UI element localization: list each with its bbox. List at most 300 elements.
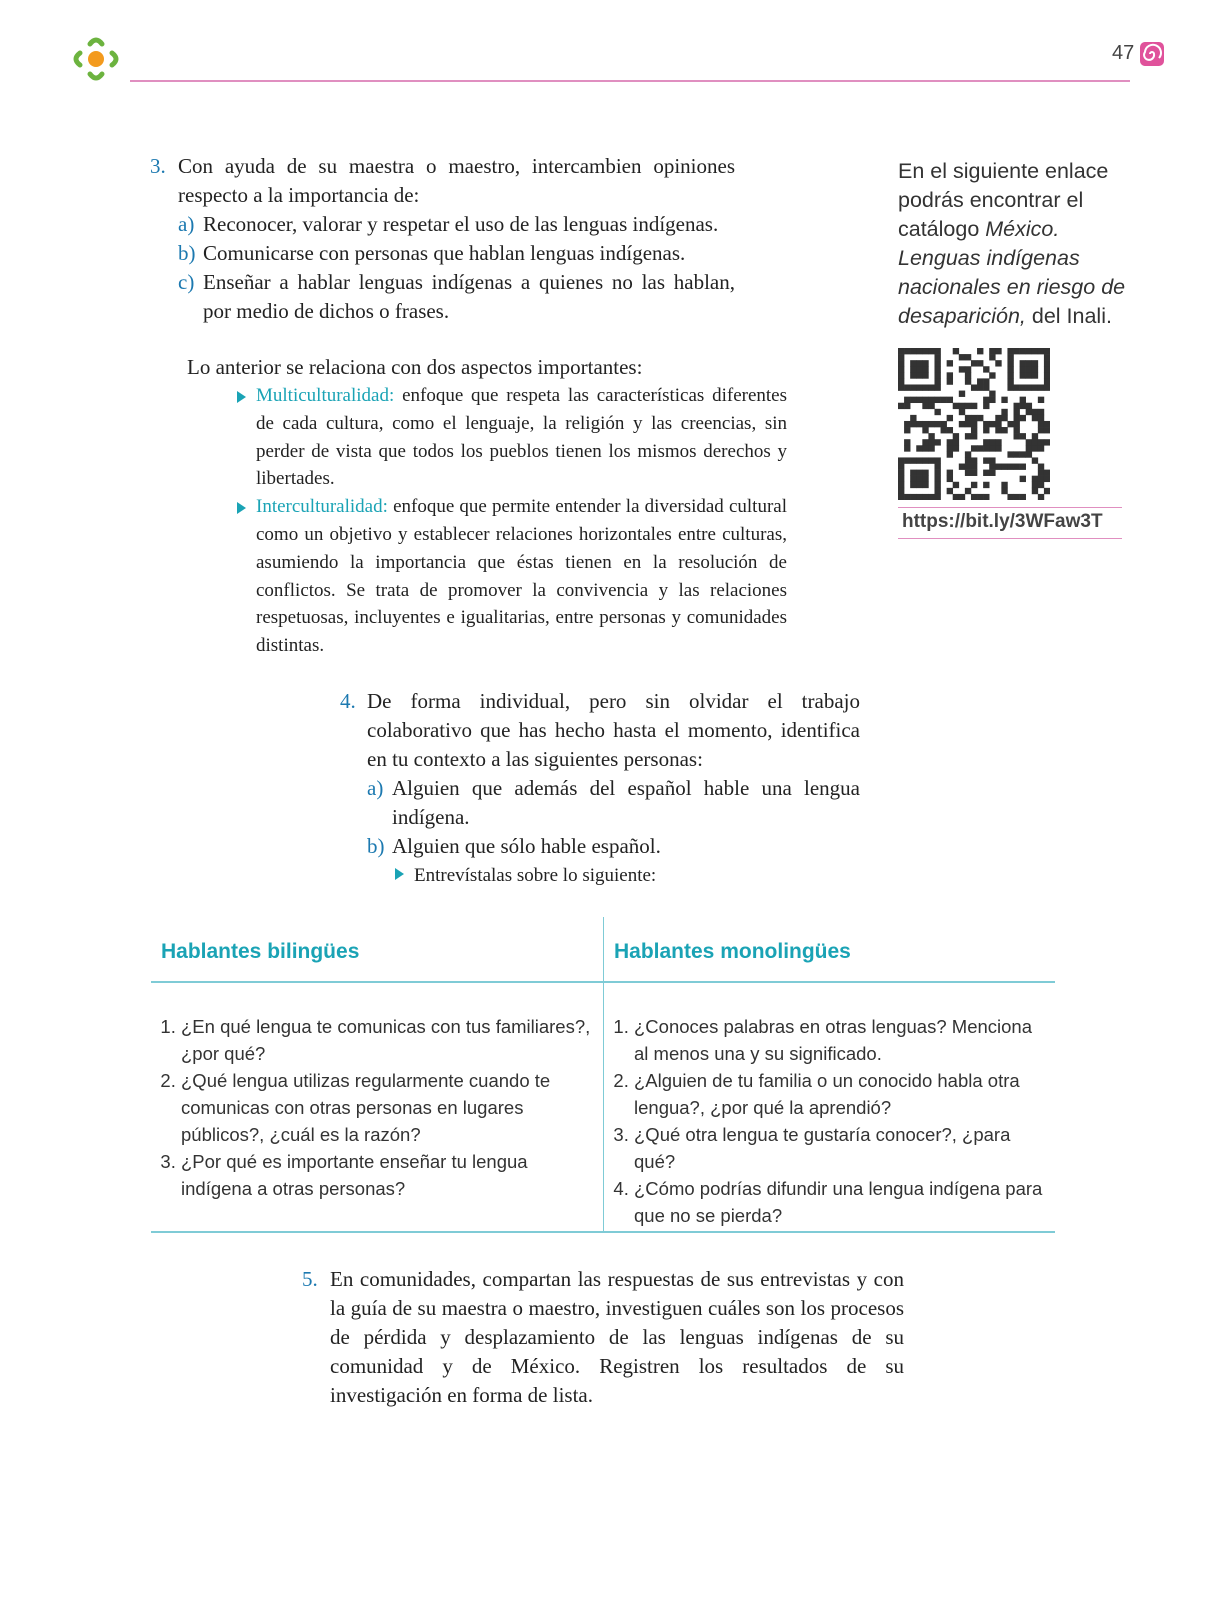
qr-module xyxy=(934,372,940,378)
qr-module xyxy=(898,464,904,470)
qr-module xyxy=(1044,360,1050,366)
qr-module xyxy=(934,384,940,390)
qr-module xyxy=(959,464,965,470)
qr-module xyxy=(934,439,940,445)
qr-module xyxy=(1038,427,1044,433)
qr-module xyxy=(1032,372,1038,378)
qr-module xyxy=(1032,476,1038,482)
qr-module xyxy=(983,366,989,372)
qr-module xyxy=(1044,427,1050,433)
qr-module xyxy=(995,439,1001,445)
qr-module xyxy=(1038,397,1044,403)
qr-module xyxy=(965,415,971,421)
qr-module xyxy=(1032,439,1038,445)
qr-module xyxy=(947,470,953,476)
activity-5-number: 5. xyxy=(302,1267,318,1291)
header-rule xyxy=(130,80,1130,82)
item-letter: c) xyxy=(178,270,195,294)
qr-module xyxy=(995,348,1001,354)
qr-module xyxy=(965,403,971,409)
qr-module xyxy=(934,409,940,415)
monolingual-header: Hablantes monolingües xyxy=(614,940,851,963)
qr-module xyxy=(1044,476,1050,482)
qr-module xyxy=(1038,439,1044,445)
aspect-term: Multiculturalidad: xyxy=(256,385,395,406)
list-item: 1. ¿En qué lengua te comunicas con tus familiares?, ¿por qué? xyxy=(181,1013,591,1067)
qr-module xyxy=(1014,494,1020,500)
qr-module xyxy=(989,421,995,427)
qr-module xyxy=(1038,464,1044,470)
qr-module xyxy=(1007,464,1013,470)
qr-module xyxy=(928,457,934,463)
item-letter: b) xyxy=(178,241,196,265)
qr-module xyxy=(916,421,922,427)
qr-module xyxy=(910,384,916,390)
qr-module xyxy=(1044,354,1050,360)
qr-module xyxy=(965,378,971,384)
qr-module xyxy=(1020,360,1026,366)
qr-module xyxy=(989,348,995,354)
qr-module xyxy=(983,427,989,433)
qr-module xyxy=(1032,482,1038,488)
qr-module xyxy=(898,360,904,366)
aspects-intro: Lo anterior se relaciona con dos aspectos importantes: xyxy=(187,355,643,379)
qr-module xyxy=(947,451,953,457)
qr-module xyxy=(910,482,916,488)
qr-module xyxy=(947,427,953,433)
qr-module xyxy=(1014,384,1020,390)
list-item xyxy=(367,832,860,861)
list-item xyxy=(178,268,735,326)
item-text: Comunicarse con personas que hablan lenguas indígenas. xyxy=(203,241,686,265)
qr-module xyxy=(1020,366,1026,372)
list-item xyxy=(178,210,735,239)
qr-module xyxy=(965,372,971,378)
sidebar-note xyxy=(898,157,1130,331)
qr-module xyxy=(934,421,940,427)
qr-module xyxy=(941,397,947,403)
aspect-interculturalidad xyxy=(237,493,787,660)
qr-module xyxy=(995,421,1001,427)
qr-module xyxy=(941,427,947,433)
aspect-text xyxy=(256,382,787,493)
qr-module xyxy=(916,348,922,354)
qr-module xyxy=(922,403,928,409)
qr-module xyxy=(922,360,928,366)
qr-module xyxy=(1038,470,1044,476)
sidebar-text-end: del Inali. xyxy=(1025,304,1112,328)
qr-module xyxy=(898,348,904,354)
qr-module xyxy=(1032,348,1038,354)
qr-module xyxy=(1026,360,1032,366)
qr-module xyxy=(910,348,916,354)
qr-module xyxy=(1007,360,1013,366)
activity-5 xyxy=(302,1265,904,1410)
qr-module xyxy=(928,439,934,445)
qr-module xyxy=(898,470,904,476)
qr-module xyxy=(971,482,977,488)
qr-module xyxy=(1001,427,1007,433)
qr-module xyxy=(1044,378,1050,384)
qr-module xyxy=(904,348,910,354)
qr-module xyxy=(983,457,989,463)
qr-module xyxy=(947,415,953,421)
list-item: 2. ¿Qué lengua utilizas regularmente cuando te comunicas con otras personas en lugares públicos?, ¿cuál es la razón? xyxy=(181,1067,591,1148)
qr-module xyxy=(965,354,971,360)
qr-module xyxy=(947,372,953,378)
qr-module xyxy=(1032,445,1038,451)
activity-4-number: 4. xyxy=(340,689,356,713)
qr-module xyxy=(934,348,940,354)
qr-module xyxy=(934,354,940,360)
monolingual-questions xyxy=(614,1013,1044,1229)
qr-module xyxy=(898,494,904,500)
qr-module xyxy=(904,427,910,433)
qr-module xyxy=(1032,488,1038,494)
qr-module xyxy=(965,470,971,476)
qr-module xyxy=(1026,372,1032,378)
qr-module xyxy=(904,384,910,390)
qr-module xyxy=(995,415,1001,421)
qr-module xyxy=(922,366,928,372)
qr-module xyxy=(1020,348,1026,354)
qr-module xyxy=(910,421,916,427)
qr-module xyxy=(922,476,928,482)
qr-module xyxy=(1026,445,1032,451)
qr-module xyxy=(898,457,904,463)
book-logo xyxy=(72,36,124,82)
qr-module xyxy=(953,439,959,445)
qr-module xyxy=(934,397,940,403)
qr-module xyxy=(1044,421,1050,427)
qr-module xyxy=(959,354,965,360)
qr-module xyxy=(916,372,922,378)
qr-module xyxy=(1044,470,1050,476)
qr-module xyxy=(904,403,910,409)
qr-module xyxy=(953,445,959,451)
qr-module xyxy=(971,403,977,409)
qr-module xyxy=(977,348,983,354)
qr-module xyxy=(965,421,971,427)
qr-module xyxy=(995,445,1001,451)
qr-module xyxy=(1044,366,1050,372)
qr-module xyxy=(1032,384,1038,390)
qr-module xyxy=(959,403,965,409)
qr-module xyxy=(953,403,959,409)
qr-module xyxy=(928,348,934,354)
qr-module xyxy=(928,397,934,403)
aspect-text xyxy=(256,493,787,660)
qr-module xyxy=(983,439,989,445)
qr-module xyxy=(910,415,916,421)
qr-module xyxy=(971,457,977,463)
list-item: 3. ¿Qué otra lengua te gustaría conocer?, ¿para qué? xyxy=(634,1121,1044,1175)
qr-module xyxy=(934,457,940,463)
sidebar-catalog-title: México. Lenguas indígenas nacionales en riesgo de desaparición, xyxy=(898,217,1126,328)
qr-module xyxy=(928,403,934,409)
spiral-ornament-icon xyxy=(1138,40,1166,68)
list-item: 1. ¿Conoces palabras en otras lenguas? Menciona al menos una y su significado. xyxy=(634,1013,1044,1067)
qr-module xyxy=(1014,421,1020,427)
qr-module xyxy=(1014,415,1020,421)
qr-module xyxy=(971,421,977,427)
qr-module xyxy=(983,445,989,451)
qr-module xyxy=(1044,348,1050,354)
qr-module xyxy=(965,451,971,457)
qr-module xyxy=(971,384,977,390)
qr-module xyxy=(916,470,922,476)
qr-module xyxy=(922,482,928,488)
item-text: Alguien que además del español hable una lengua indígena. xyxy=(392,776,860,829)
qr-module xyxy=(904,397,910,403)
qr-module xyxy=(965,366,971,372)
qr-module xyxy=(928,421,934,427)
item-text: Enseñar a hablar lenguas indígenas a quienes no las hablan, por medio de dichos o frases. xyxy=(203,270,735,323)
qr-module xyxy=(1001,415,1007,421)
item-letter: a) xyxy=(367,776,384,800)
qr-module xyxy=(989,354,995,360)
qr-module xyxy=(1032,366,1038,372)
qr-module xyxy=(1007,384,1013,390)
aspects-list xyxy=(237,382,787,660)
qr-module xyxy=(1038,494,1044,500)
qr-module xyxy=(898,378,904,384)
qr-module xyxy=(934,470,940,476)
qr-code xyxy=(898,348,1050,500)
qr-module xyxy=(1020,384,1026,390)
qr-module xyxy=(1026,409,1032,415)
qr-module xyxy=(947,439,953,445)
qr-module xyxy=(1026,384,1032,390)
list-item xyxy=(178,239,735,268)
item-letter: a) xyxy=(178,212,195,236)
qr-module xyxy=(1038,476,1044,482)
qr-module xyxy=(928,433,934,439)
sidebar-link[interactable]: https://bit.ly/3WFaw3T xyxy=(902,511,1103,532)
qr-module xyxy=(995,427,1001,433)
qr-module xyxy=(1007,372,1013,378)
qr-module xyxy=(910,366,916,372)
table-divider xyxy=(603,917,604,1232)
qr-module xyxy=(934,378,940,384)
qr-module xyxy=(1026,451,1032,457)
list-item: 2. ¿Alguien de tu familia o un conocido habla otra lengua?, ¿por qué la aprendió? xyxy=(634,1067,1044,1121)
qr-module xyxy=(947,488,953,494)
qr-module xyxy=(922,457,928,463)
list-item: 4. ¿Cómo podrías difundir una lengua indígena para que no se pierda? xyxy=(634,1175,1044,1229)
qr-module xyxy=(916,494,922,500)
qr-module xyxy=(1044,384,1050,390)
qr-module xyxy=(1014,433,1020,439)
item-letter: b) xyxy=(367,834,385,858)
qr-module xyxy=(1014,403,1020,409)
qr-module xyxy=(910,494,916,500)
qr-module xyxy=(904,494,910,500)
qr-module xyxy=(916,360,922,366)
qr-module xyxy=(904,445,910,451)
aspect-term: Interculturalidad: xyxy=(256,496,388,518)
qr-module xyxy=(1032,409,1038,415)
qr-module xyxy=(934,464,940,470)
qr-module xyxy=(910,360,916,366)
qr-module xyxy=(922,397,928,403)
bullet-icon xyxy=(395,868,404,880)
qr-module xyxy=(971,427,977,433)
qr-module xyxy=(971,445,977,451)
qr-module xyxy=(922,494,928,500)
qr-module xyxy=(1038,348,1044,354)
qr-module xyxy=(977,415,983,421)
qr-module xyxy=(922,372,928,378)
qr-module xyxy=(971,464,977,470)
activity-4 xyxy=(340,687,860,890)
qr-module xyxy=(965,464,971,470)
qr-module xyxy=(898,476,904,482)
aspect-multiculturalidad xyxy=(237,382,787,493)
qr-module xyxy=(965,457,971,463)
qr-module xyxy=(1014,409,1020,415)
qr-module xyxy=(922,445,928,451)
aspect-definition: enfoque que permite entender la diversidad cultural como un objetivo y establecer relaciones horizontales entre culturas, asumiendo la importancia que éstas tienen en la resolución de conflictos. Se trata de promover la convivencia y las relaciones respetuosas, incluyentes e igualitarias, entre personas y comunidades distintas. xyxy=(256,496,788,657)
qr-module xyxy=(898,384,904,390)
qr-module xyxy=(1001,397,1007,403)
qr-module xyxy=(947,445,953,451)
qr-module xyxy=(916,482,922,488)
qr-module xyxy=(1014,348,1020,354)
qr-module xyxy=(898,372,904,378)
qr-module xyxy=(965,488,971,494)
qr-module xyxy=(947,378,953,384)
qr-module xyxy=(922,427,928,433)
qr-module xyxy=(1007,354,1013,360)
qr-module xyxy=(989,445,995,451)
qr-module xyxy=(983,494,989,500)
qr-module xyxy=(1026,366,1032,372)
qr-module xyxy=(934,366,940,372)
qr-module xyxy=(1007,451,1013,457)
qr-module xyxy=(916,476,922,482)
qr-module xyxy=(1007,421,1013,427)
qr-module xyxy=(928,384,934,390)
qr-module xyxy=(904,457,910,463)
qr-module xyxy=(995,464,1001,470)
qr-module xyxy=(983,378,989,384)
qr-module xyxy=(916,366,922,372)
qr-module xyxy=(1038,384,1044,390)
activity-3-number: 3. xyxy=(150,154,166,178)
qr-module xyxy=(1038,415,1044,421)
qr-module xyxy=(947,397,953,403)
qr-module xyxy=(934,488,940,494)
qr-module xyxy=(953,494,959,500)
qr-module xyxy=(971,360,977,366)
qr-module xyxy=(1032,360,1038,366)
qr-module xyxy=(922,421,928,427)
qr-module xyxy=(959,421,965,427)
qr-module xyxy=(971,470,977,476)
qr-module xyxy=(1038,445,1044,451)
qr-module xyxy=(989,464,995,470)
aspect-definition: enfoque que respeta las características diferentes de cada cultura, como el lenguaje, la religión y las creencias, sin perder de vista que todos los pueblos tienen los mismos derechos y libertades. xyxy=(256,385,788,490)
qr-module xyxy=(898,403,904,409)
qr-module xyxy=(989,372,995,378)
table-header-rule xyxy=(151,981,1055,983)
interview-bullet xyxy=(340,861,860,890)
qr-module xyxy=(971,415,977,421)
qr-module xyxy=(971,494,977,500)
item-text: Reconocer, valorar y respetar el uso de las lenguas indígenas. xyxy=(203,212,719,236)
table-bottom-rule xyxy=(151,1231,1055,1233)
activity-3-list xyxy=(150,210,735,326)
qr-module xyxy=(959,494,965,500)
qr-module xyxy=(1026,403,1032,409)
qr-module xyxy=(1020,433,1026,439)
qr-module xyxy=(910,372,916,378)
item-text: Alguien que sólo hable español. xyxy=(392,834,661,858)
qr-module xyxy=(910,397,916,403)
qr-module xyxy=(959,391,965,397)
qr-module xyxy=(947,360,953,366)
list-item: 3. ¿Por qué es importante enseñar tu lengua indígena a otras personas? xyxy=(181,1148,591,1202)
qr-module xyxy=(977,445,983,451)
qr-module xyxy=(934,482,940,488)
qr-module xyxy=(1020,397,1026,403)
bullet-icon xyxy=(237,391,246,403)
qr-module xyxy=(898,354,904,360)
sidebar-text: En el siguiente enlace podrás encontrar el catálogo xyxy=(898,159,1109,241)
qr-module xyxy=(1020,464,1026,470)
qr-module xyxy=(989,457,995,463)
qr-module xyxy=(983,421,989,427)
qr-module xyxy=(922,348,928,354)
activity-4-list xyxy=(340,774,860,861)
qr-module xyxy=(928,445,934,451)
activity-4-intro: De forma individual, pero sin olvidar el trabajo colaborativo que has hecho hasta el momento, identifica en tu contexto a las siguientes personas: xyxy=(367,689,860,771)
qr-module xyxy=(977,494,983,500)
qr-module xyxy=(953,348,959,354)
qr-module xyxy=(910,457,916,463)
qr-module xyxy=(904,421,910,427)
qr-module xyxy=(898,482,904,488)
qr-module xyxy=(934,360,940,366)
qr-module xyxy=(1020,403,1026,409)
qr-module xyxy=(965,433,971,439)
qr-module xyxy=(934,476,940,482)
qr-module xyxy=(922,470,928,476)
qr-module xyxy=(983,384,989,390)
qr-module xyxy=(910,470,916,476)
qr-module xyxy=(898,366,904,372)
qr-module xyxy=(1032,457,1038,463)
qr-module xyxy=(916,397,922,403)
qr-module xyxy=(1020,476,1026,482)
bilingual-questions xyxy=(161,1013,591,1202)
qr-module xyxy=(922,384,928,390)
qr-module xyxy=(953,433,959,439)
qr-module xyxy=(916,384,922,390)
qr-module xyxy=(977,360,983,366)
qr-module xyxy=(1026,439,1032,445)
url-rule-top xyxy=(898,507,1122,508)
qr-module xyxy=(1007,494,1013,500)
activity-3-intro: Con ayuda de su maestra o maestro, intercambien opiniones respecto a la importancia de: xyxy=(178,154,735,207)
qr-module xyxy=(1020,372,1026,378)
qr-module xyxy=(916,445,922,451)
bilingual-header: Hablantes bilingües xyxy=(161,940,360,963)
interview-text: Entrevístalas sobre lo siguiente: xyxy=(414,865,657,886)
qr-module xyxy=(959,366,965,372)
qr-module xyxy=(1001,482,1007,488)
